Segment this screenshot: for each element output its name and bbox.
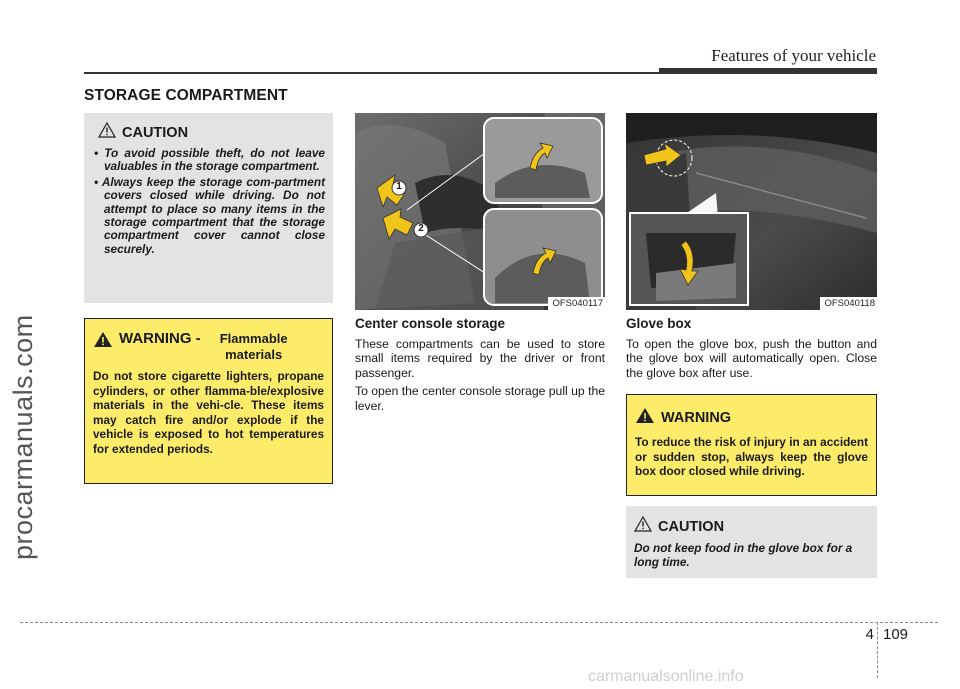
footer-watermark: carmanualsonline.info [588,668,744,685]
caution-triangle-icon [98,122,116,143]
callout-number: 1 [396,181,402,192]
section-header: Features of your vehicle [711,46,876,65]
warning-box [84,318,333,484]
figure-code: OFS040118 [820,297,877,310]
callout-number: 2 [418,223,424,234]
header-rule-thick [659,68,877,74]
warning-triangle-icon [635,407,655,429]
chapter-number: 4 [865,626,874,643]
side-watermark: procarmanuals.com [8,314,38,560]
caution-box [84,113,333,303]
figure-code: OFS040117 [548,297,605,310]
body-paragraph: To open the center console storage pull up the lever. [355,384,606,413]
caution-item: • Always keep the storage com-partment covers closed while driving. Do not attempt to place so many items in the storage compartment that the storage compartment cover cannot close securely. [94,174,325,256]
warning-triangle-icon [93,331,113,353]
warning-body: Do not store cigarette lighters, propane cylinders, or other flamma-ble/explosive materials in the vehi-cle. These items may catch fire and/or explode if the vehicle is exposed to hot temperatures for extended periods. [93,369,324,456]
warning-box [626,394,877,496]
glove-box-heading: Glove box [626,316,692,331]
caution-triangle-icon [634,516,652,537]
page-title: STORAGE COMPARTMENT [84,87,288,104]
caution-item: • To avoid possible theft, do not leave valuables in the storage compartment. [94,146,325,174]
warning-subtitle: Flammable materials [219,331,288,362]
caution-box [626,506,877,578]
caution-body: Do not keep food in the glove box for a long time. [634,541,853,570]
caution-title: CAUTION [658,518,725,535]
page-number: 109 [883,626,909,643]
center-console-figure [355,113,605,310]
warning-body: To reduce the risk of injury in an accident or sudden stop, always keep the glove box door closed while driving. [635,435,868,479]
caution-title: CAUTION [122,124,189,141]
footer-rule [20,622,938,623]
body-paragraph: These compartments can be used to store small items required by the driver or front passenger. [355,337,605,380]
center-console-heading: Center console storage [355,316,506,331]
warning-title: WARNING [661,410,732,426]
glove-box-figure [626,113,877,310]
body-paragraph: To open the glove box, push the button and the glove box will automatically open. Close the glove box after use. [626,337,877,380]
warning-title: WARNING - [119,330,201,347]
footer-divider [877,622,878,678]
